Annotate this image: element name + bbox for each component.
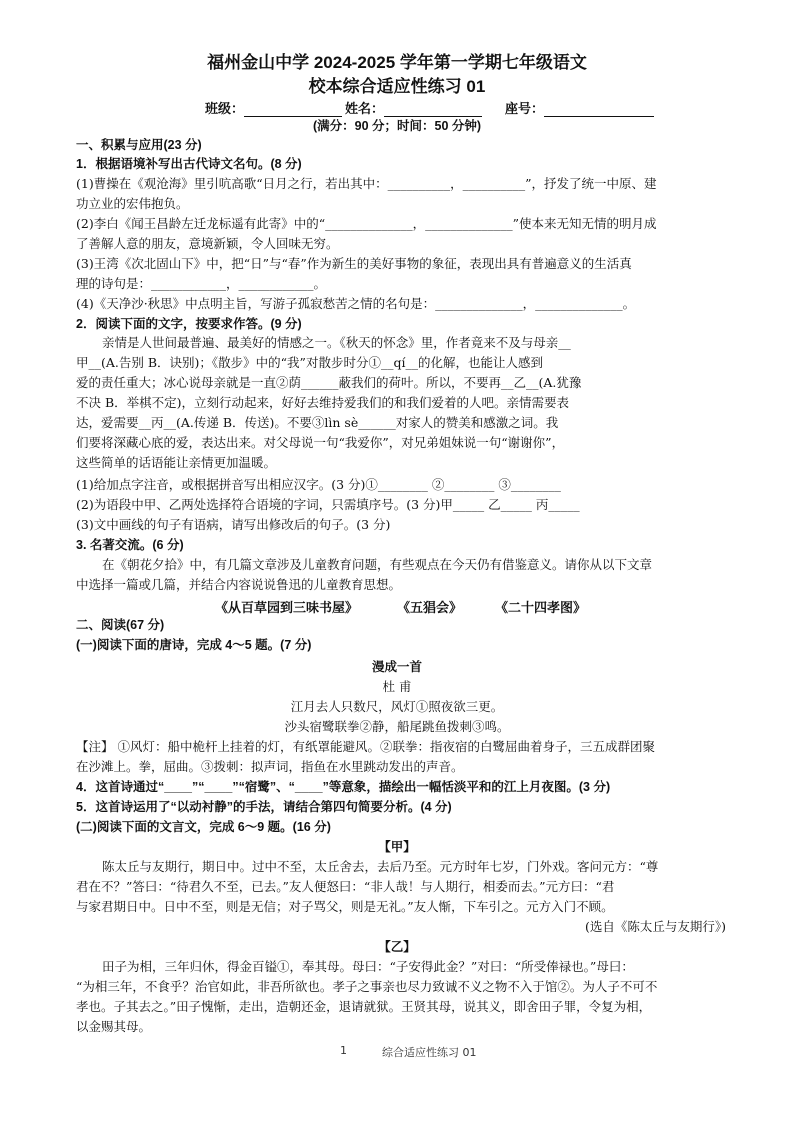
footer-text: 综合适应性练习 01 bbox=[382, 1046, 477, 1059]
poem-line: 沙头宿鹭联拳②静，船尾跳鱼拨刺③鸣。 bbox=[284, 719, 510, 734]
q2-title: 2．阅读下面的文字，按要求作答。(9 分) bbox=[76, 317, 302, 331]
classical-text-line: “为相三年，不食乎？治官如此，非吾所欲也。孝子之事亲也尽力致诚不义之物不入于馆②。为人子不可不 bbox=[76, 979, 658, 994]
poem-note: 在沙滩上。拳，屈曲。③拨刺：拟声词，指鱼在水里跳动发出的声音。 bbox=[76, 759, 464, 774]
q2-subquestion: (3)文中画线的句子有语病，请写出修改后的句子。(3 分) bbox=[76, 517, 391, 532]
classical-text-line: 以金赐其母。 bbox=[76, 1019, 152, 1034]
seat-field bbox=[505, 98, 654, 117]
seat-blank bbox=[544, 103, 654, 117]
class-field bbox=[205, 98, 342, 117]
q3-title: 3. 名著交流。(6 分) bbox=[76, 538, 184, 552]
poem-line: 江月去人只数尺，风灯①照夜欲三更。 bbox=[290, 699, 504, 714]
name-field bbox=[345, 98, 482, 117]
q2-subquestion: (1)给加点字注音，或根据拼音写出相应汉字。(3 分)①________ ②________ ③________ bbox=[76, 477, 561, 492]
jia-source: (选自《陈太丘与友期行》) bbox=[584, 919, 726, 934]
score-time: (满分：90 分；时间：50 分钟) bbox=[312, 119, 482, 133]
page-number: 1 bbox=[340, 1044, 347, 1057]
exam-title: 福州金山中学 2024-2025 学年第一学期七年级语文 bbox=[207, 53, 587, 72]
q2-passage-line: 亲情是人世间最普遍、最美好的情感之一。《秋天的怀念》里，作者竟来不及与母亲__ bbox=[102, 335, 571, 350]
q2-passage-line: 这些简单的话语能让亲情更加温暖。 bbox=[76, 455, 277, 470]
q1-title: 1．根据语境补写出古代诗文名句。(8 分) bbox=[76, 157, 302, 171]
q4-text: 4．这首诗通过“____”“____”“宿鹭”、“____”等意象，描绘出一幅恬淡平和的江上月夜图。(3 分) bbox=[76, 780, 611, 794]
q2-passage-line: 爱的责任重大；冰心说母亲就是一直②荫______蔽我们的荷叶。所以，不要再__乙__(A.犹豫 bbox=[76, 375, 582, 390]
name-blank bbox=[384, 103, 482, 117]
poem-author: 杜 甫 bbox=[382, 679, 412, 694]
q2-passage-line: 达，爱需要__丙__(A.传递 B．传送)。不要③lìn sè______对家人的赞美和感激之词。我 bbox=[76, 415, 559, 430]
q2-passage-line: 甲__(A.告别 B．诀别)；《散步》中的“我”对散步时分①__qí__的化解，也能让人感到 bbox=[76, 355, 543, 370]
part2-heading: (二)阅读下面的文言文，完成 6～9 题。(16 分) bbox=[76, 820, 331, 834]
classical-text-line: 君在不？”答曰：“待君久不至，已去。”友人便怒曰：“非人哉！与人期行，相委而去。”元方曰：“君 bbox=[76, 879, 615, 894]
seat-label: 座号： bbox=[505, 101, 545, 116]
book-title: 《五猖会》 bbox=[397, 601, 463, 616]
exam-subtitle: 校本综合适应性练习 01 bbox=[308, 77, 486, 96]
q2-passage-line: 们要将深藏心底的爱，表达出来。对父母说一句“我爱你”，对兄弟姐妹说一句“谢谢你”， bbox=[76, 435, 565, 450]
q2-subquestion: (2)为语段中甲、乙两处选择符合语境的字词，只需填序号。(3 分)甲_____ 乙_____ 丙_____ bbox=[76, 497, 580, 512]
name-label: 姓名： bbox=[345, 101, 385, 116]
classical-text-line: 陈太丘与友期行，期日中。过中不至，太丘舍去，去后乃至。元方时年七岁，门外戏。客问元方：“尊 bbox=[102, 859, 659, 874]
poem-note: 【注】 ①风灯：船中桅杆上挂着的灯，有纸罩能避风。②联拳：指夜宿的白鹭屈曲着身子，三五成群团聚 bbox=[76, 739, 655, 754]
class-blank bbox=[244, 103, 342, 117]
q1-line: (2)李白《闻王昌龄左迁龙标遥有此寄》中的“______________，______________”使本来无知无情的明月成 bbox=[76, 216, 657, 231]
q1-line: (4)《天净沙·秋思》中点明主旨，写游子孤寂愁苦之情的名句是：______________，______________。 bbox=[76, 296, 636, 311]
q1-line: (1)曹操在《观沧海》里引吭高歌“日月之行，若出其中：__________，__________”，抒发了统一中原、建 bbox=[76, 176, 657, 191]
q1-line: 理的诗句是：____________，____________。 bbox=[76, 276, 327, 291]
section2-heading: 二、阅读(67 分) bbox=[76, 618, 165, 632]
classical-text-line: 田子为相，三年归休，得金百镒①，奉其母。母曰：“子安得此金？”对曰：“所受俸禄也。”母曰： bbox=[102, 959, 634, 974]
q2-passage-line: 不决 B．举棋不定)，立刻行动起来，好好去维持爱我们的和我们爱着的人吧。亲情需要表 bbox=[76, 395, 570, 410]
jia-label: 【甲】 bbox=[378, 839, 416, 854]
book-title: 《二十四孝图》 bbox=[495, 601, 587, 616]
q1-line: 了善解人意的朋友，意境新颖，令人回味无穷。 bbox=[76, 236, 339, 251]
yi-label: 【乙】 bbox=[378, 939, 416, 954]
q1-line: (3)王湾《次北固山下》中，把“日”与“春”作为新生的美好事物的象征，表现出具有普遍意义的生活真 bbox=[76, 256, 632, 271]
q3-line: 在《朝花夕拾》中，有几篇文章涉及儿童教育问题，有些观点在今天仍有借鉴意义。请你从以下文章 bbox=[102, 557, 653, 572]
class-label: 班级： bbox=[205, 101, 245, 116]
classical-text-line: 与家君期日中。日中不至，则是无信；对子骂父，则是无礼。”友人惭，下车引之。元方入门不顾。 bbox=[76, 899, 614, 914]
q3-line: 中选择一篇或几篇，并结合内容说说鲁迅的儿童教育思想。 bbox=[76, 577, 402, 592]
book-title: 《从百草园到三味书屋》 bbox=[215, 601, 359, 616]
part1-heading: (一)阅读下面的唐诗，完成 4～5 题。(7 分) bbox=[76, 638, 312, 652]
classical-text-line: 孝也。子其去之。”田子愧惭，走出，造朝还金，退请就狱。王贤其母，说其义，即舍田子罪，令复为相， bbox=[76, 999, 652, 1014]
q1-line: 功立业的宏伟抱负。 bbox=[76, 196, 189, 211]
section1-heading: 一、积累与应用(23 分) bbox=[76, 138, 202, 152]
q5-text: 5．这首诗运用了“以动衬静”的手法，请结合第四句简要分析。(4 分) bbox=[76, 800, 452, 814]
poem-title: 漫成一首 bbox=[371, 660, 422, 674]
